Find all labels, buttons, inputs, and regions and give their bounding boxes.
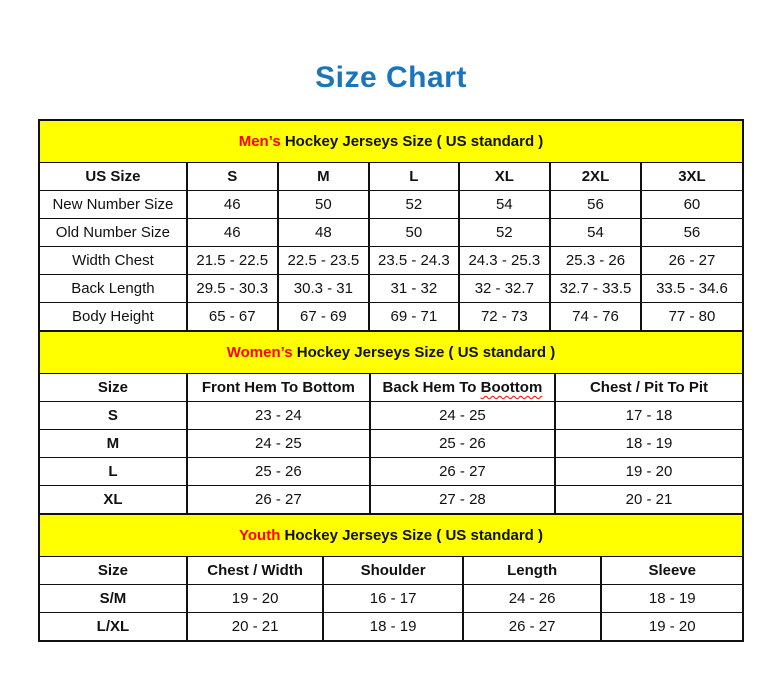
table-row [39, 303, 743, 332]
column-header: Front Hem To Bottom [187, 374, 370, 402]
section-heading [39, 120, 743, 163]
table-row [39, 613, 743, 642]
size-value-cell: 72 - 73 [459, 303, 551, 332]
table-row [39, 585, 743, 613]
table-row [39, 430, 743, 458]
column-header: 2XL [550, 163, 641, 191]
size-value-cell: 32.7 - 33.5 [550, 275, 641, 303]
size-value-cell: 18 - 19 [323, 613, 462, 642]
size-value-cell: 25 - 26 [187, 458, 370, 486]
size-value-cell: 18 - 19 [601, 585, 743, 613]
size-value-cell: 21.5 - 22.5 [187, 247, 278, 275]
size-value-cell: 48 [278, 219, 370, 247]
size-value-cell: 31 - 32 [369, 275, 458, 303]
section-heading-highlight: Women’s [226, 344, 293, 361]
size-value-cell: 24 - 25 [187, 430, 370, 458]
column-header: Shoulder [323, 557, 462, 585]
column-header: XL [459, 163, 551, 191]
row-label: Back Length [39, 275, 187, 303]
section-heading-text: Hockey Jerseys Size ( US standard ) [292, 344, 556, 361]
size-value-cell: 20 - 21 [187, 613, 324, 642]
size-value-cell: 26 - 27 [370, 458, 555, 486]
header-row [39, 163, 743, 191]
section-heading [39, 331, 743, 374]
row-label: S/M [39, 585, 187, 613]
size-value-cell: 30.3 - 31 [278, 275, 370, 303]
size-value-cell: 25 - 26 [370, 430, 555, 458]
size-value-cell: 54 [550, 219, 641, 247]
table-row [39, 275, 743, 303]
size-value-cell: 56 [550, 191, 641, 219]
header-row [39, 557, 743, 585]
size-value-cell: 46 [187, 191, 278, 219]
size-value-cell: 23 - 24 [187, 402, 370, 430]
column-header: M [278, 163, 370, 191]
size-value-cell: 56 [641, 219, 743, 247]
column-header: Chest / Width [187, 557, 324, 585]
size-value-cell: 60 [641, 191, 743, 219]
table-row [39, 486, 743, 515]
size-value-cell: 54 [459, 191, 551, 219]
section-band-row [39, 120, 743, 163]
size-value-cell: 25.3 - 26 [550, 247, 641, 275]
size-value-cell: 67 - 69 [278, 303, 370, 332]
misspelled-word: Boottom [480, 379, 543, 396]
section-heading-text: Hockey Jerseys Size ( US standard ) [280, 527, 543, 544]
size-value-cell: 33.5 - 34.6 [641, 275, 743, 303]
size-value-cell: 17 - 18 [555, 402, 743, 430]
column-header: Length [463, 557, 602, 585]
size-value-cell: 77 - 80 [641, 303, 743, 332]
row-label: Width Chest [39, 247, 187, 275]
table-row [39, 219, 743, 247]
size-value-cell: 27 - 28 [370, 486, 555, 515]
mens-sizes-table [38, 119, 744, 332]
section-heading [39, 514, 743, 557]
column-header: Back Hem To Boottom [370, 374, 555, 402]
size-value-cell: 24 - 26 [463, 585, 602, 613]
size-value-cell: 65 - 67 [187, 303, 278, 332]
size-value-cell: 22.5 - 23.5 [278, 247, 370, 275]
size-value-cell: 46 [187, 219, 278, 247]
womens-sizes-table [38, 330, 744, 515]
row-label: M [39, 430, 187, 458]
size-value-cell: 20 - 21 [555, 486, 743, 515]
table-row [39, 191, 743, 219]
row-label: XL [39, 486, 187, 515]
table-row [39, 402, 743, 430]
table-row [39, 247, 743, 275]
size-value-cell: 32 - 32.7 [459, 275, 551, 303]
column-header: Size [39, 374, 187, 402]
content-wrap [38, 0, 744, 642]
size-value-cell: 24 - 25 [370, 402, 555, 430]
size-value-cell: 52 [369, 191, 458, 219]
column-header: Chest / Pit To Pit [555, 374, 743, 402]
size-value-cell: 26 - 27 [187, 486, 370, 515]
column-header: L [369, 163, 458, 191]
size-tables [38, 119, 744, 642]
section-band-row [39, 514, 743, 557]
row-label: Old Number Size [39, 219, 187, 247]
column-header: US Size [39, 163, 187, 191]
section-heading-text: Hockey Jerseys Size ( US standard ) [280, 133, 544, 150]
row-label: L/XL [39, 613, 187, 642]
column-header: Size [39, 557, 187, 585]
section-heading-highlight: Men’s [238, 133, 281, 150]
page-title: Size Chart [315, 61, 467, 94]
size-value-cell: 26 - 27 [463, 613, 602, 642]
section-heading-highlight: Youth [239, 527, 281, 544]
size-value-cell: 24.3 - 25.3 [459, 247, 551, 275]
row-label: Body Height [39, 303, 187, 332]
header-row [39, 374, 743, 402]
table-row [39, 458, 743, 486]
size-value-cell: 74 - 76 [550, 303, 641, 332]
size-value-cell: 18 - 19 [555, 430, 743, 458]
section-band-row [39, 331, 743, 374]
size-value-cell: 50 [369, 219, 458, 247]
size-value-cell: 19 - 20 [187, 585, 324, 613]
column-header: 3XL [641, 163, 743, 191]
column-header: Sleeve [601, 557, 743, 585]
row-label: S [39, 402, 187, 430]
size-value-cell: 19 - 20 [555, 458, 743, 486]
size-value-cell: 23.5 - 24.3 [369, 247, 458, 275]
row-label: L [39, 458, 187, 486]
size-value-cell: 50 [278, 191, 370, 219]
size-value-cell: 26 - 27 [641, 247, 743, 275]
size-value-cell: 29.5 - 30.3 [187, 275, 278, 303]
column-header: S [187, 163, 278, 191]
size-value-cell: 69 - 71 [369, 303, 458, 332]
size-value-cell: 16 - 17 [323, 585, 462, 613]
size-value-cell: 52 [459, 219, 551, 247]
row-label: New Number Size [39, 191, 187, 219]
size-value-cell: 19 - 20 [601, 613, 743, 642]
youth-sizes-table [38, 513, 744, 642]
